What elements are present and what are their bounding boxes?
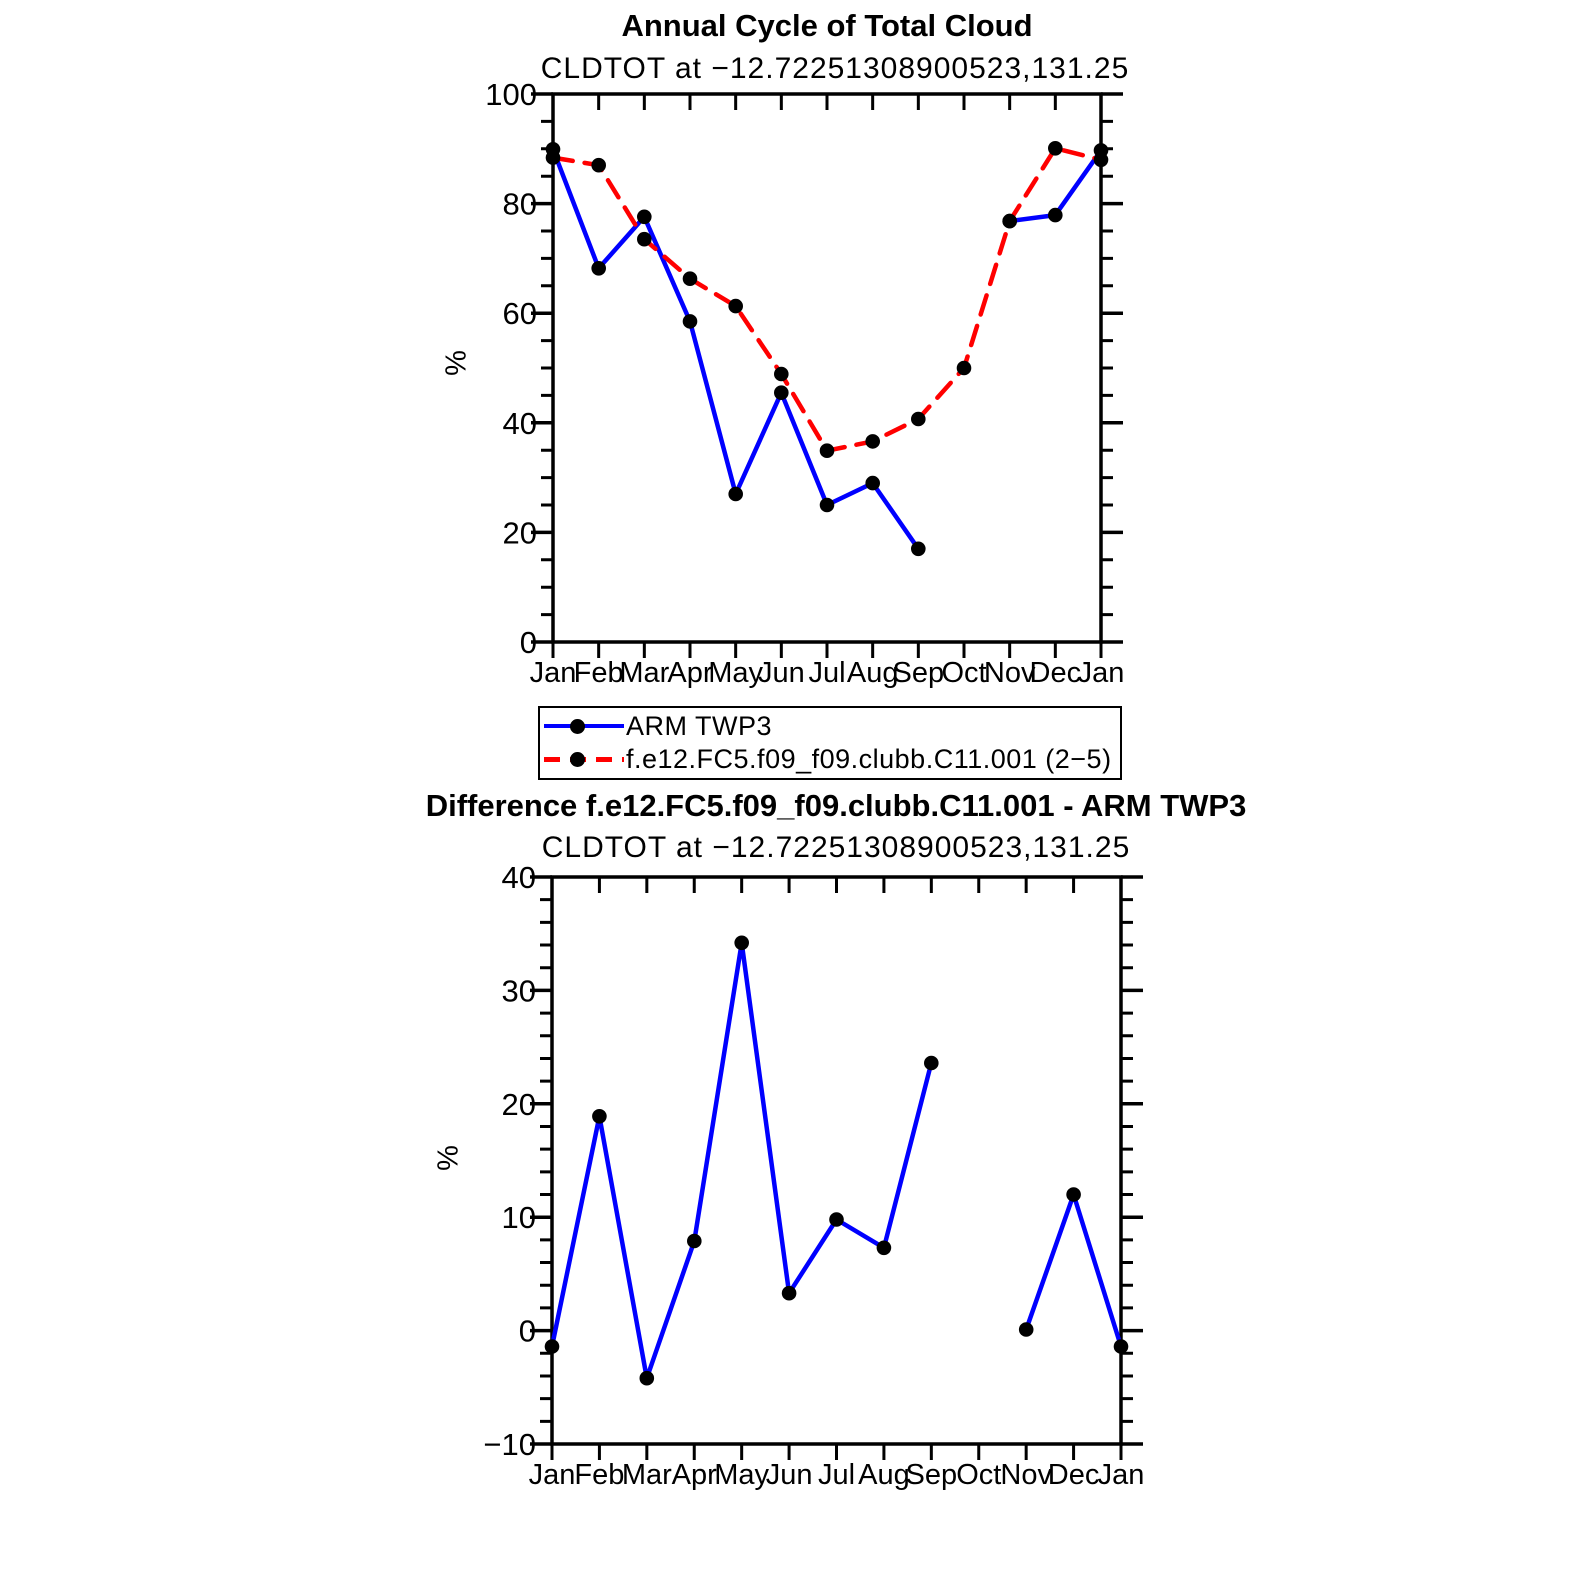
svg-text:Oct: Oct bbox=[956, 1459, 1002, 1491]
svg-text:60: 60 bbox=[502, 296, 537, 332]
svg-text:Nov: Nov bbox=[1000, 1459, 1052, 1491]
svg-text:100: 100 bbox=[485, 77, 537, 112]
svg-text:Mar: Mar bbox=[619, 657, 670, 689]
series-0-markers bbox=[545, 936, 1129, 1386]
legend-label: f.e12.FC5.f09_f09.clubb.C11.001 (2−5) bbox=[626, 744, 1112, 775]
annual-cycle-subtitle: CLDTOT at −12.72251308900523,131.25 bbox=[540, 52, 1130, 85]
svg-text:May: May bbox=[714, 1459, 770, 1491]
svg-text:Dec: Dec bbox=[1047, 1459, 1100, 1491]
svg-text:Sep: Sep bbox=[905, 1459, 958, 1491]
legend-label: ARM TWP3 bbox=[626, 710, 773, 741]
svg-text:30: 30 bbox=[501, 973, 536, 1009]
svg-text:0: 0 bbox=[518, 1313, 536, 1349]
svg-text:Feb: Feb bbox=[573, 657, 624, 689]
y-ticks bbox=[530, 877, 1143, 1444]
difference-subtitle: CLDTOT at −12.72251308900523,131.25 bbox=[541, 831, 1131, 864]
svg-text:40: 40 bbox=[501, 860, 536, 895]
plot-border bbox=[552, 877, 1121, 1444]
svg-text:Sep: Sep bbox=[892, 657, 945, 689]
svg-text:Jan: Jan bbox=[1077, 657, 1125, 689]
svg-text:0: 0 bbox=[519, 625, 537, 660]
y-tick-labels bbox=[483, 860, 536, 1462]
svg-text:Jul: Jul bbox=[817, 1459, 856, 1491]
annual-cycle-ylabel: % bbox=[440, 350, 473, 376]
svg-text:Apr: Apr bbox=[671, 1459, 717, 1491]
svg-text:−10: −10 bbox=[483, 1427, 536, 1462]
svg-text:Aug: Aug bbox=[846, 657, 899, 689]
svg-text:80: 80 bbox=[502, 186, 537, 222]
svg-text:Nov: Nov bbox=[983, 657, 1036, 689]
svg-text:Jan: Jan bbox=[1097, 1459, 1145, 1491]
month-labels bbox=[529, 1459, 1145, 1491]
annual-cycle-title: Annual Cycle of Total Cloud bbox=[621, 8, 1033, 43]
svg-text:40: 40 bbox=[502, 405, 537, 441]
svg-text:Jun: Jun bbox=[757, 657, 805, 689]
x-ticks bbox=[552, 877, 1121, 1460]
svg-text:Jun: Jun bbox=[765, 1459, 813, 1491]
svg-text:Feb: Feb bbox=[574, 1459, 625, 1491]
svg-text:20: 20 bbox=[502, 515, 537, 551]
difference-title: Difference f.e12.FC5.f09_f09.clubb.C11.001 - ARM TWP3 bbox=[425, 788, 1247, 823]
svg-text:Apr: Apr bbox=[667, 657, 713, 689]
svg-text:Aug: Aug bbox=[858, 1459, 910, 1491]
svg-text:Oct: Oct bbox=[941, 657, 987, 689]
svg-text:10: 10 bbox=[501, 1200, 536, 1236]
svg-text:Jan: Jan bbox=[528, 1459, 576, 1491]
svg-text:Jul: Jul bbox=[808, 657, 846, 689]
svg-text:Dec: Dec bbox=[1029, 657, 1082, 689]
svg-text:20: 20 bbox=[501, 1086, 536, 1122]
svg-text:Jan: Jan bbox=[529, 657, 577, 689]
svg-text:Mar: Mar bbox=[621, 1459, 672, 1491]
svg-text:May: May bbox=[708, 657, 764, 689]
series-0-line bbox=[552, 943, 1121, 1378]
difference-ylabel: % bbox=[432, 1145, 465, 1171]
